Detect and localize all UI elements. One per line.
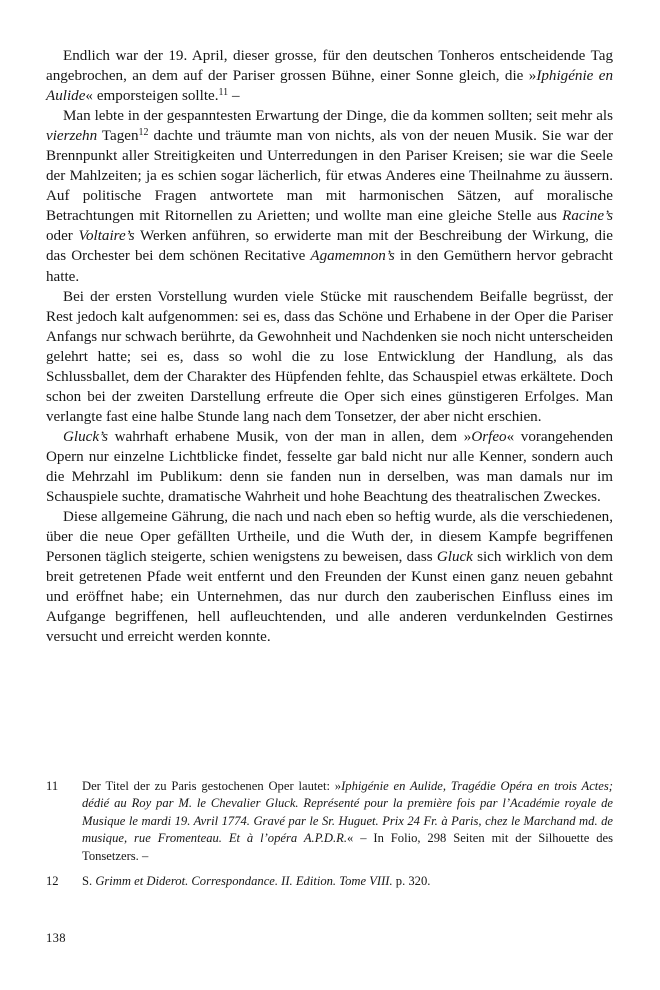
footnote-reference: 11 [218, 86, 229, 98]
text-run: S. [82, 874, 96, 889]
footnote [46, 778, 613, 865]
italic-run: Voltaire’s [78, 228, 135, 245]
footnote-text [82, 778, 613, 865]
text-run: dachte und träumte man von nichts, als von der neuen Musik. Sie war der Brennpunkt aller Streitigkeiten und Unterredungen in den Pariser Kreisen; sie war die Seele der Mahlzeiten; ja es schien sogar lächerlich, für etwas Anderes eine Theilnahme zu äussern. Auf politische Fragen antwortete man mit harmonischen Sätzen, auf moralische Betrachtungen mit Ritornellen zu Arietten; und wollte man eine gleiche Stelle aus [46, 128, 613, 225]
text-run: Man lebte in der gespanntesten Erwartung der Dinge, die da kommen sollten; seit mehr als [63, 108, 613, 125]
footnote-number: 11 [46, 779, 59, 793]
text-run: sich wirklich von dem breit getretenen Pfade weit entfernt und den Freunden der Kunst einen ganz neuen gebahnt und eröffnet habe; ein Unternehmen, das nur durch den zauberischen Einfluss eines im Aufgange begriffenen, hell aufleuchtenden, und alle anderen verdunkelnden Gestirnes versucht und erreicht werden konnte. [46, 549, 613, 646]
italic-run: Gluck’s [63, 428, 108, 445]
italic-run: vierzehn [46, 128, 98, 145]
text-run: – [228, 88, 240, 105]
paragraph [46, 287, 613, 427]
text-run: Der Titel der zu Paris gestochenen Oper lautet: » [82, 779, 342, 793]
text-run: p. 320. [392, 874, 431, 889]
page-number: 138 [46, 931, 66, 945]
text-run: wahrhaft erhabene Musik, von der man in allen, dem » [108, 428, 472, 445]
paragraph [46, 106, 613, 286]
italic-run: Iphigénie en Aulide, Tragédie Opéra en trois Actes; dédié au Roy par M. le Chevalier Gluck. Représenté pour la première fois par l’Académie royale de Musique le mardi 19. Avril 1774. Gravé par le Sr. Huguet. Prix 24 Fr. à Paris, chez le Marchand md. de musique, rue Fromenteau. Et à l’opéra A.P.D.R. [82, 779, 613, 846]
paragraph [46, 46, 613, 106]
italic-run: Iphigénie en Aulide [46, 68, 614, 105]
text-run: Endlich war der 19. April, dieser grosse, für den deutschen Tonheros entscheidende Tag angebrochen, an dem auf der Pariser grossen Bühne, einer Sonne gleich, die » [46, 48, 613, 85]
text-run: oder [46, 228, 79, 245]
text-run: in den Gemüthern hervor gebracht hatte. [46, 248, 613, 285]
footnote [46, 873, 613, 890]
italic-run: Gluck [436, 549, 473, 566]
paragraph [46, 507, 613, 647]
footnote-number: 12 [46, 874, 59, 889]
text-run: Werken anführen, so erwiderte man mit der Beschreibung der Wirkung, die das Orchester bei dem schönen Recitative [46, 228, 613, 265]
footnote-text [82, 873, 613, 890]
text-run: Bei der ersten Vorstellung wurden viele Stücke mit rauschendem Beifalle begrüsst, der Rest jedoch kalt aufgenommen: sei es, dass das Schöne und Erhabene in der Oper die Pariser Anfangs nur schwach berührte, da Gewohnheit und Nachdenken sie noch nicht unterscheiden gelehrt hatte; sei es, dass so wohl die zu lose Entwicklung der Handlung, als das Schlussballet, dem der Charakter des Hüpfenden fehlte, das Schauspiel etwas erkältete. Doch schon bei der zweiten Darstellung erfreute die Oper sich eines günstigeren Erfolges. Man verlangte fast eine halbe Stunde lang nach dem Tonsetzer, der aber nicht erschien. [46, 288, 613, 425]
footnote-reference: 12 [138, 127, 149, 139]
text-run: Diese allgemeine Gährung, die nach und nach eben so heftig wurde, als die verschiedenen, über die neue Oper gefällten Urtheile, und die Wuth der, in diesem Kampfe begriffenen Personen täglich steigerte, schien wenigstens zu beweisen, dass [46, 509, 613, 566]
text-run: Tagen [97, 128, 139, 145]
body-text-column [46, 46, 613, 647]
text-run: « – In Folio, 298 Seiten mit der Silhouette des Tonsetzers. – [82, 831, 614, 863]
italic-run: Agamemnon’s [310, 248, 395, 265]
footnote-section [46, 778, 613, 890]
text-run: « vorangehenden Opern nur einzelne Lichtblicke findet, fesselte gar bald nicht nur alle Kenner, sondern auch die Mehrzahl im Publikum: denn sie fanden nun in derselben, was man damals nur im Schauspiele suchte, dramatische Wahrheit und hohe Beachtung des theatralischen Zweckes. [46, 428, 613, 506]
italic-run: Grimm et Diderot. Correspondance. II. Edition. Tome VIII. [95, 874, 393, 889]
paragraph [46, 427, 613, 507]
text-run: « emporsteigen sollte. [85, 88, 219, 105]
italic-run: Orfeo [471, 428, 507, 445]
italic-run: Racine’s [562, 208, 613, 225]
